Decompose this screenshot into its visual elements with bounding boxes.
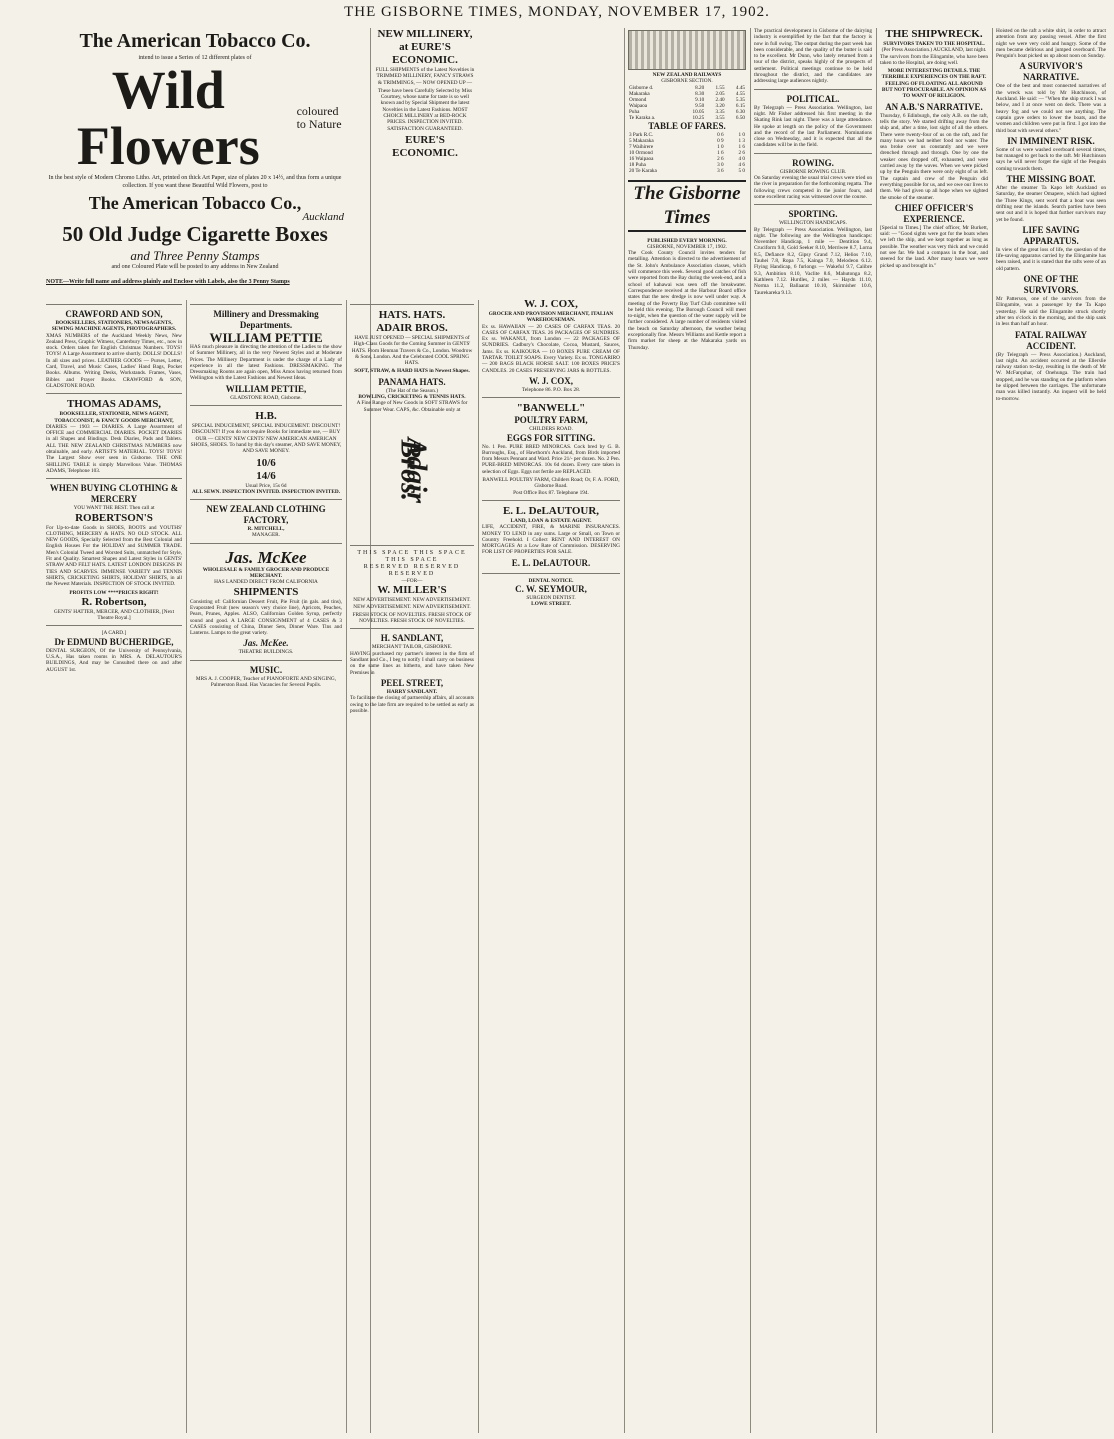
music-body: MRS A. J. COOPER, Teacher of PIANOFORTE AND SINGING, Palmerston Road. Has Vacancies for Several Pupils. xyxy=(195,675,337,689)
mckee-name: Jas. McKee xyxy=(225,547,307,567)
sandlant-body: HAVING purchased my partner's interest in the firm of Sandlant and Co., I beg to notify I shall carry on business on the same lines as hitherto, and have taken New Premises in xyxy=(350,650,474,676)
news-body: The practical development in Gisborne of the dairying industry is exemplified by the fact that the factory is now in full swing. The output during the past week has been considerable, and the quality of the butter is said to be excellent. Mr Dunn, who lately returned from a tour of the district, speaks highly of the prospects of settlement. Political meetings continue to be held throughout the district, and the candidates are addressing large audiences nightly. xyxy=(754,28,872,85)
space-reserved-1: THIS SPACE THIS SPACE THIS SPACE xyxy=(357,549,467,563)
tobacco-company-2: The American Tobacco Co., xyxy=(88,193,302,213)
mckee-signature: Jas. McKee. xyxy=(243,638,289,649)
column-8 xyxy=(996,28,1106,1433)
robertson-name: ROBERTSON'S xyxy=(75,511,153,524)
table-cell: 4.55 xyxy=(735,90,745,97)
table-cell: 5.35 xyxy=(735,96,745,103)
column-rule xyxy=(624,28,625,1433)
survivor-body: One of the best and most connected narratives of the wreck was told by Mr Hutchinson, of Auckland. He said: — "When the ship struck I was below, and I at once went on deck. There was a heavy fog and we could not see anything. The captain gave orders to lower the boats, and the women and children were put in first. I got into the third boat with several others." xyxy=(996,83,1106,134)
table-cell: 4 6 xyxy=(738,161,745,168)
millinery-body: FULL SHIPMENTS of the Latest Novelties in TRIMMED MILLINERY, FANCY STRAWS & TRIMMINGS, — NOW OPENED UP — xyxy=(375,67,475,86)
dentist-name: Dr EDMUND BUCHERIDGE, xyxy=(54,636,174,647)
raft-body: Thursday, 6 Edinburgh, the only A.B. on the raft, tells the story. We started drifting away from the ship and, after a time, lost sight of all the others. There were twenty-four of us on the raft, and for many hours we had neither food nor water. The sea broke over us constantly and we were drenched through and through. One by one the weaker ones dropped off, exhausted, and were carried away by the waves. When we were picked up by the Penguin there were only eight of us left. The captain and crew of the Penguin did everything possible for us, and we owe our lives to them. We had given up all hope when we sighted the smoke of the steamer. xyxy=(880,112,988,201)
table-cell: Gisborne d. xyxy=(629,84,654,91)
hb-heading: H.B. xyxy=(255,410,277,423)
mckee-signature-2: THEATRE BUILDINGS. xyxy=(238,649,294,656)
published-line: PUBLISHED EVERY MORNING. xyxy=(647,237,727,244)
one-survivor-body: Mr Patterson, one of the survivors from the Elingamite, was a passenger by the Ta Kapo yesterday. He said the Elingamite struck shortly after ten o'clock in the morning, and the ship sank in less than half an hour. xyxy=(996,296,1106,328)
fares-heading: TABLE OF FARES. xyxy=(648,120,726,131)
adair-soft: SOFT, STRAW, & HARD HATS in Newest Shapes. xyxy=(354,368,470,375)
column-5 xyxy=(628,28,746,1433)
masthead: THE GISBORNE TIMES, MONDAY, NOVEMBER 17, 1902. xyxy=(344,4,770,20)
table-cell: 3.35 xyxy=(715,108,725,115)
table-cell: 1 0 xyxy=(738,131,745,138)
editorial-body: The Cook County Council invites tenders for metalling. Attention is directed to the advertisement of the St. John's Ambulance Association classes, which will commence this week. Several good catches of fish were reported from the Bay during the week-end, and a school of kahawai was seen off the breakwater. Correspondence received at the Harbour Board office states that the new dredge is now well under way. A meeting of the Poverty Bay Turf Club committee will be held this evening. The Borough Council will meet to-night, when the question of the water supply will be further considered. A large number of residents visited the beach on Saturday afternoon, the weather being exceptionally fine. Messrs Williams and Kettle report a firm market for sheep at the Makaraka yards on Thursday. xyxy=(628,250,746,351)
cox-signature: W. J. COX, xyxy=(529,375,573,386)
delautour-subheading: LAND, LOAN & ESTATE AGENT. xyxy=(510,517,592,524)
table-cell: 3.55 xyxy=(715,114,725,121)
shipwreck-more: MORE INTERESTING DETAILS. THE TERRIBLE EXPERIENCES ON THE RAFT. FEELING OF FLOATING ALL AROUND BUT NOT PROCURABLE. AN OPINION AS TO WANT OF RELIGION. xyxy=(881,68,987,100)
shipwreck-lede: The survivors from the Elingamite, who have been taken to the Hospital, are doing well. xyxy=(880,53,988,66)
column-3 xyxy=(350,300,474,1433)
sandlant-tail: To facilitate the closing of partnership affairs, all accounts owing to the late firm are required to be settled as early as possible. xyxy=(350,695,474,714)
column-6 xyxy=(754,28,872,1433)
table-cell: Te Karaka a. xyxy=(629,114,656,121)
table-cell: 10 Ormond xyxy=(629,149,653,156)
miller-body-2: FRESH STOCK OF NOVELTIES. FRESH STOCK OF NOVELTIES. FRESH STOCK OF NOVELTIES. xyxy=(352,611,472,625)
shipwreck-heading: THE SHIPWRECK. xyxy=(885,28,983,40)
table-cell: 5 Makaraka xyxy=(629,137,654,144)
mitchell-role: MANAGER. xyxy=(251,532,281,539)
paper-title: The Gisborne Times xyxy=(628,180,746,232)
miller-name: W. MILLER'S xyxy=(377,584,447,597)
robertson-heading: WHEN BUYING CLOTHING & MERCERY xyxy=(49,483,179,505)
column-1-lower xyxy=(46,300,182,1433)
table-cell: 3.20 xyxy=(715,102,725,109)
thomas-subheading: BOOKSELLER, STATIONER, NEWS AGENT, TOBACCONIST, & FANCY GOODS MERCHANT, xyxy=(54,411,174,424)
column-rule xyxy=(992,28,993,1433)
life-heading: LIFE SAVING APPARATUS. xyxy=(1022,224,1080,246)
hb-price-2: 14/6 xyxy=(256,469,276,482)
crawford-heading: CRAWFORD AND SON, xyxy=(65,309,163,319)
panama-subheading: (The Hat of the Season.) xyxy=(386,387,438,394)
mitchell-heading: NEW ZEALAND CLOTHING FACTORY, xyxy=(206,504,326,526)
column-rule xyxy=(346,300,347,1433)
adair-logo: Adair Bros. xyxy=(394,437,432,503)
hb-tail: ALL SEWN. INSPECTION INVITED. INSPECTION INVITED. xyxy=(191,488,341,495)
hats-heading: HATS. HATS. xyxy=(378,309,446,321)
bowling-heading: BOWLING, CRICKETING & TENNIS HATS. xyxy=(358,394,466,401)
pettie-address: GLADSTONE ROAD, Gisborne. xyxy=(230,394,302,401)
tobacco-headline: Wild Flowers xyxy=(76,60,260,176)
cox-subheading: GROCER AND PROVISION MERCHANT, ITALIAN WAREHOUSEMAN. xyxy=(488,311,614,324)
delautour-name: E. L. DeLAUTOUR, xyxy=(502,504,600,517)
rowing-body: On Saturday evening the usual trial crews were tried on the river in preparation for the forthcoming regatta. The following crews competed in the junior fours, and some excellent racing was witnessed over the course. xyxy=(754,175,872,200)
tobacco-company: The American Tobacco Co. xyxy=(79,30,311,52)
tobacco-city: Auckland xyxy=(302,211,344,223)
for-label: —FOR— xyxy=(401,577,423,584)
robertson-name-2: R. Robertson, xyxy=(81,595,147,608)
tobacco-ad xyxy=(46,28,344,286)
crawford-subheading: BOOKSELLERS, STATIONERS, NEWSAGENTS, SEWING MACHINE AGENTS, PHOTOGRAPHERS. xyxy=(51,320,177,333)
fares-table xyxy=(628,132,746,174)
rowing-subheading: GISBORNE ROWING CLUB. xyxy=(779,168,847,175)
hb-price-1: 10/6 xyxy=(256,456,276,469)
train-illustration xyxy=(628,30,746,70)
dentist-body: DENTAL SURGEON, Of the University of Pennsylvania, U.S.A., Has taken rooms in MRS. A. DELAUTOUR'S BUILDINGS, And may be Consulted there on and after AUGUST 1st. xyxy=(46,647,182,673)
table-cell: 5 0 xyxy=(738,167,745,174)
railway-section: GISBORNE SECTION. xyxy=(661,78,713,85)
political-body: By Telegraph — Press Association. Wellington, last night. Mr Fisher addressed his first meeting in the Skating Rink last night. There was a large attendance. He spoke at length on the policy of the Government and the record of the last Parliament. Nominations close on Wednesday, and it is expected that all the candidates will be in the field. xyxy=(754,104,872,149)
space-reserved-2: RESERVED RESERVED RESERVED xyxy=(363,563,461,577)
adair-name: ADAIR BROS. xyxy=(376,322,448,334)
panama-heading: PANAMA HATS. xyxy=(378,376,446,387)
overboard-body: Some of us were washed overboard several times, but managed to get back to the raft. Mr Hutchinson says he will never forget the sight of the Penguin coming towards them. xyxy=(996,146,1106,172)
mckee-subheading: WHOLESALE & FAMILY GROCER AND PRODUCE MERCHANT. xyxy=(202,566,330,580)
music-heading: MUSIC. xyxy=(249,664,283,675)
table-cell: 16 Waipaoa xyxy=(629,155,654,162)
table-cell: 6.30 xyxy=(735,108,745,115)
millinery-heading: Millinery and Dressmaking Departments. xyxy=(213,309,319,330)
tobacco-offer-3: and one Coloured Plate will be posted to any address in New Zealand xyxy=(111,264,279,271)
caps-text: A Fine Range of New Goods in SOFT STRAWS for Summer Wear. CAPS, &c. Obtainable only at xyxy=(356,400,468,413)
table-cell: 9.50 xyxy=(695,102,705,109)
table-cell: 10.25 xyxy=(692,114,705,121)
robertson-body: For Up-to-date Goods in SHOES, BOOTS and YOUTHS' CLOTHING, MERCERY & HATS. NO OLD STOCK. ALL NEW GOODS, Specially Selected from the Best Colonial and English Houses For the HOLIDAY and SUMMER TRADE. Men's Colonial Tweed and Worsted Suits, unmatched for Style, Fit and Quality. Smartest Shapes and Latest Styles in GENTS' STRAW AND FELT HATS. LATEST LONDON DESIGNS IN TIES AND SCARVES. IMMENSE VARIETY and TENNIS SHIRTS, CRICKETING SHIRTS, HOLIDAY SHIRTS, in all the Newest Materials. INSPECTION OF STOCK INVITED. xyxy=(46,524,182,588)
banwell-heading: "BANWELL" xyxy=(516,402,586,415)
banwell-eggs: EGGS FOR SITTING. xyxy=(506,432,596,443)
fatal-body: (By Telegraph — Press Association.) Auckland, last night. An accident occurred at the Ellerslie railway station to-day, resulting in the death of Mr W. McFarquhar, of Onehunga. The train had stopped, and he was standing on the platform when he slipped between the carriages. The unfortunate man was killed instantly. An inquest will be held to-morrow. xyxy=(996,351,1106,402)
robertson-trade: GENTS' HATTER, MERCER, AND CLOTHIER, [Next Theatre Royal.] xyxy=(53,608,175,622)
pettie-footer: WILLIAM PETTIE, xyxy=(225,383,307,394)
cox-address: Telephone 86. P.O. Box 28. xyxy=(521,386,581,393)
table-cell: 2.05 xyxy=(715,90,725,97)
table-cell: 1 3 xyxy=(738,137,745,144)
table-cell: 3 Park R.C. xyxy=(629,131,654,138)
column-rule xyxy=(876,28,877,1433)
column-4-top xyxy=(374,28,476,300)
table-cell: 9.10 xyxy=(695,96,705,103)
table-cell: 2 6 xyxy=(717,155,724,162)
banwell-box: Post Office Box 87. Telephone 194. xyxy=(513,489,589,496)
table-cell: 2 6 xyxy=(738,149,745,156)
missing-body: After the steamer Ta Kapo left Auckland on Saturday, the steamer Omapere, which had sighted the Three Kings, sent word that a boat was seen drifting near the islands. Search parties have been sent out and it is hoped that further survivors may yet be found. xyxy=(996,185,1106,223)
seymour-subheading: SURGEON DENTIST. xyxy=(526,595,576,602)
tobacco-intro: intend to issue a Series of 12 different plates of xyxy=(138,55,252,61)
table-cell: 6.15 xyxy=(735,102,745,109)
sandlant-name: H. SANDLANT, xyxy=(380,633,444,644)
tobacco-offer: 50 Old Judge Cigarette Boxes xyxy=(62,222,328,247)
table-cell: 0 6 xyxy=(717,131,724,138)
tobacco-body: In the best style of Modern Chromo Litho. Art, printed on thick Art Paper, size of plates 20 x 14½, and thus form a unique collection. If you want these Beautiful Wild Flowers, post to xyxy=(48,175,342,189)
continued-body: Hoisted on the raft a white shirt, in order to attract attention from any passing vessel. After the first night we were very cold and hungry. Some of the men became delirious and jumped overboard. The Penguin's boat picked us up about noon on Sunday. xyxy=(996,28,1106,60)
table-cell: 4.45 xyxy=(735,84,745,91)
pettie-body: HAS much pleasure in directing the attention of the Ladies to the show of Summer Millinery, all in the very Newest Styles and at Moderate Prices. The Millinery Department is under the charge of a Lady of experience in all the latest Fashions. DRESSMAKING. The Dressmaking Rooms are again open, Miss Amos having returned from Wellington with the Latest Fashions and Newest Ideas. xyxy=(190,344,342,382)
column-2 xyxy=(190,300,342,1433)
banwell-body: No. 1 Pen. PURE BRED MINORCAS. Cock bred by G. B. Burroughs, Esq., of Hawthorn's Auckland, from Birds imported from Messrs Pennant and Ward. Price 21/- per dozen. No. 2 Pen. PURE-BRED MINORCAS. 10s 6d dozen. Every care taken in selection of Eggs. Eggs not fertile are REPLACED. xyxy=(482,443,620,475)
crawford-body: XMAS NUMBERS of the Auckland Weekly News, New Zealand Press, Graphic Witness, Canterbury Times, etc., now in stock. Orders taken for English Christmas Numbers. TOYS! TOYS! A Large Assortment to arrive shortly. DOLLS! DOLLS! In all sizes and prices. LEATHER GOODS — Purses, Letter, Card, Travel, and Music Cases, Ladies' Hand Bags, Pocket Books. Albums. Writing Desks, Workstands. Frames, Vases, Bibles and Prayer Books. CRAWFORD & SON, GLADSTONE ROAD. xyxy=(46,332,182,389)
raft-heading: AN A.B.'S NARRATIVE. xyxy=(885,101,983,112)
banwell-subheading-2: CHILDERS ROAD. xyxy=(529,426,573,433)
table-cell: 3 6 xyxy=(717,167,724,174)
table-cell: 7 Waihirere xyxy=(629,143,654,150)
table-cell: 3 0 xyxy=(717,161,724,168)
table-cell: Waipaoa xyxy=(629,102,648,109)
table-cell: 0 9 xyxy=(717,137,724,144)
millinery-title: NEW MILLINERY, at EURE'S ECONOMIC. xyxy=(377,28,473,66)
seymour-address: LOWE STREET. xyxy=(531,601,571,608)
delautour-body: LIFE, ACCIDENT, FIRE, & MARINE INSURANCES. MONEY TO LEND in any sums. Large or Small, on Town or Country Freehold. I Collect RENT AND INTEREST ON MORTGAGES At a Low Rate of Commission. DESERVING FOR LIST OF PROPERTIES FOR SALE. xyxy=(482,524,620,556)
eure-body: These have been Carefully Selected by Miss Courtney, whose name for taste is so well known and by Special Shipment the latest Novelties in the Latest Fashions. MOST CHOICE MILLINERY at BED-ROCK PRICES. INSPECTION INVITED. SATISFACTION GUARANTEED. xyxy=(377,87,473,132)
seymour-name: C. W. SEYMOUR, xyxy=(515,584,587,595)
mckee-has: HAS LANDED DIRECT FROM CALIFORNIA xyxy=(214,579,318,586)
table-cell: 4 0 xyxy=(738,155,745,162)
pettie-name: WILLIAM PETTIE xyxy=(209,330,323,345)
table-cell: 8.30 xyxy=(695,90,705,97)
column-4 xyxy=(482,28,620,1433)
railway-title: NEW ZEALAND RAILWAYS xyxy=(652,72,722,78)
sandlant-street: PEEL STREET, xyxy=(380,677,444,688)
miller-body: NEW ADVERTISEMENT. NEW ADVERTISEMENT. NEW ADVERTISEMENT. NEW ADVERTISEMENT. xyxy=(353,597,471,610)
chief-body: [Special to Times.] The chief officer, Mr Burkett, said: — "Good sights were got for the boats when we left the ship, and we kept together as long as possible. The weather was very thick and we could not see far. We had a compass in the boat, and steered for the land. After many hours we were picked up and brought in." xyxy=(880,224,988,269)
thomas-body: DIARIES — 1903 — DIARIES. A Large Assortment of OFFICE and COMMERCIAL DIARIES. POCKET DIARIES in all Shapes and Bindings. Desk Diaries, Pads and Tablets. ALL THE NEW ZEALAND CHRISTMAS NUMBERS now obtainable, and early. ARTIST'S MATERIAL. TOYS! TOYS! The Largest Show ever seen in Gisborne. THE ONE SHILLING TABLE is simply Marvellous Value. THOMAS ADAMS, Telephone 103. xyxy=(46,423,182,474)
shipwreck-subheading: SURVIVORS TAKEN TO THE HOSPITAL. xyxy=(883,41,985,47)
sporting-body: By Telegraph — Press Association. Wellington, last night. The following are the Wellington handicaps: November Handicap, 1 mile — Dentition 9.4, Cruciform 9.0, Gold Seeker 8.10, Merriwee 8.7, Lorna 8.5, Defiance 8.2, Gipsy Grand 7.12, Helios 7.10, Tauhei 7.8, Ropa 7.5, Kainga 7.0, Melodeon 6.12. Flying Handicap, 6 furlongs — Wakeful 9.7, Calibre 9.3, Ambition 8.10, Vaclite 8.6, Mahutonga 8.2, Kathleen 7.12. Hurdles, 2 miles — Haydn 11.10, Norma 11.2, Ballaarat 10.10, Skirmisher 10.6, Taurekareka 9.13. xyxy=(754,226,872,296)
mitchell-name: R. MITCHELL, xyxy=(247,526,285,533)
table-cell: 1 0 xyxy=(717,143,724,150)
table-cell: 18 Puha xyxy=(629,161,646,168)
column-7 xyxy=(880,28,988,1433)
shipwreck-dateline: (Per Press Association.) AUCKLAND, last night. xyxy=(881,47,987,54)
one-survivor-heading: ONE OF THE SURVIVORS. xyxy=(1023,274,1079,296)
table-cell: 10.05 xyxy=(692,108,705,115)
table-cell: Makaraka xyxy=(629,90,650,97)
dentist-card: [A CARD.] xyxy=(101,630,127,637)
banwell-subheading: POULTRY FARM, xyxy=(514,415,588,426)
table-cell: Puha xyxy=(629,108,640,115)
political-heading: POLITICAL. xyxy=(786,93,840,104)
fares-row xyxy=(628,168,746,174)
cox-body: Ex ss. HAWAIIAN — 20 CASES OF CARFAX TEAS. 20 CASES OF CARFAX TEAS. 26 PACKAGES OF SUNDRIES. Ex ss. WAKANUI, from London — 22 PACKAGES OF SUNDRIES. Cadbury's Chocolate, Cocoa, Mustard, Sauces, Jams. Ex ss. KAIKOURA — 10 BOXES PURE CREAM OF TARTAR. TOILET SOAPS. Every Variety. Ex ss. TONGARIRO — 200 BAGS BLACK HORSE SALT. 100 BOXES PRICE'S CANDLES. 20 CASES PRESERVING JARS & BOTTLES. xyxy=(482,323,620,374)
table-cell: 20 Te Karaka xyxy=(629,167,657,174)
fatal-heading: FATAL RAILWAY ACCIDENT. xyxy=(1014,329,1088,351)
dateline: GISBORNE, NOVEMBER 17, 1902. xyxy=(646,243,728,250)
tobacco-offer-2: and Three Penny Stamps xyxy=(130,248,260,264)
delautour-signature: E. L. DeLAUTOUR. xyxy=(511,557,591,568)
mckee-body: Consisting of: Californian Dessert Fruit, Pie Fruit (in gals. and tins), Evaporated Fruit (new season's very choice line), Apricots, Peaches, Pears, Prunes, Apples. ALSO, Californian Golden Syrup, perfectly sound and good. A LARGE CONSIGNMENT of 4 CASES & 3 CASES consisting of China, Dinner Sets, Dinner Ware. Tins and Lanterns. Lamps to the great variety. xyxy=(190,598,342,637)
survivor-heading: A SURVIVOR'S NARRATIVE. xyxy=(1019,61,1083,83)
mckee-shipments: SHIPMENTS xyxy=(233,585,299,598)
table-cell: 6.50 xyxy=(735,114,745,121)
rowing-heading: ROWING. xyxy=(792,157,834,168)
eure-signature: EURE'S ECONOMIC. xyxy=(392,133,458,159)
robertson-footer: PROFITS LOW ****PRICES RIGHT! xyxy=(69,589,159,596)
adair-body: HAVE JUST OPENED — SPECIAL SHIPMENTS of High-Class Goods for the Coming Summer in GENTS' HATS. From Henman Travers & Co., London. Woodrow & Sons, London. And the Celebrated COOL SPRING HATS. xyxy=(351,335,473,367)
sporting-heading: SPORTING. xyxy=(788,209,838,220)
cox-name: W. J. COX, xyxy=(524,298,578,310)
table-cell: 1 6 xyxy=(738,143,745,150)
sandlant-signature: HARRY SANDLANT. xyxy=(386,688,438,695)
table-cell: 2.40 xyxy=(715,96,725,103)
overboard-heading: IN IMMINENT RISK. xyxy=(1007,135,1095,146)
life-body: In view of the great loss of life, the question of the life-saving apparatus carried by the Elingamite has been raised, and it is stated that the rafts were of an old pattern. xyxy=(996,246,1106,272)
timetable xyxy=(628,85,746,121)
table-cell: Ormond xyxy=(629,96,647,103)
sporting-subheading: WELLINGTON HANDICAPS. xyxy=(779,220,847,227)
chief-heading: CHIEF OFFICER'S EXPERIENCE. xyxy=(894,202,974,224)
table-cell: 1.55 xyxy=(715,84,725,91)
column-rule xyxy=(478,300,479,1433)
robertson-subheading: YOU WANT THE BEST. Then call at xyxy=(73,505,155,512)
banwell-signature: BANWELL POULTRY FARM, Childers Road; Or, F. A. FORD, Gisborne Road. xyxy=(482,477,620,490)
tobacco-headline-tail: coloured to Nature xyxy=(296,104,342,131)
hb-body: SPECIAL INDUCEMENT, SPECIAL INDUCEMENT. DISCOUNT! DISCOUNT! If you do not require Books for immediate use, — BUY OUR — CENTS' NEW CENTS' NEW AMERICAN AMERICAN SHOES, SHOES. To hand by this day's steamer, AND SAVE MONEY, AND SAVE MONEY. xyxy=(190,423,342,455)
hb-usual: Usual Price, 15s 6d xyxy=(245,482,287,489)
table-cell: 8.20 xyxy=(695,84,705,91)
dental-notice: DENTAL NOTICE. xyxy=(528,577,574,584)
column-rule xyxy=(186,300,187,1433)
thomas-heading: THOMAS ADAMS, xyxy=(66,398,162,411)
table-cell: 1 6 xyxy=(717,149,724,156)
sandlant-role: MERCHANT TAILOR, GISBORNE. xyxy=(371,644,453,651)
tobacco-note: NOTE—Write full name and address plainly and Enclose with Labels, also the 3 Penny Stamps xyxy=(46,279,290,286)
column-rule xyxy=(750,28,751,1433)
missing-heading: THE MISSING BOAT. xyxy=(1006,174,1096,185)
